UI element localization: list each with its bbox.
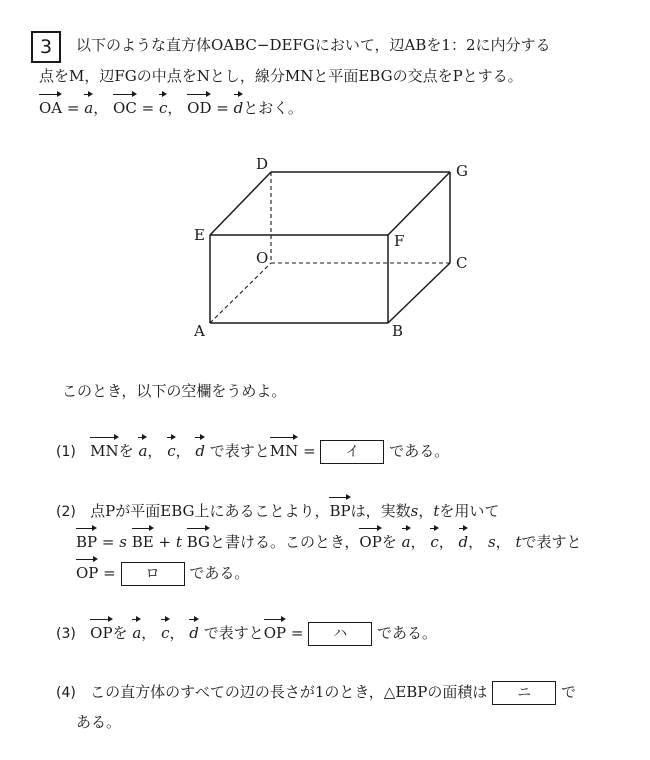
vector-OD: OD [187,99,212,117]
question-2-line-2: BP = s BE + t BGと書ける。このとき，OPを a， c， d， s， tで表すと [76,533,582,551]
vector-c: c [158,99,168,117]
blank-ro: ロ [121,562,185,586]
q1-vector-MN: MN [90,442,119,460]
vector-OC: OC [113,99,137,117]
label-G: G [456,162,468,180]
label-O: O [256,249,269,267]
blank-ni: ニ [492,681,556,705]
question-4-line-2: ある。 [76,713,122,731]
vector-d: d [233,99,244,117]
q4-number: (4) [56,685,76,701]
problem-number: 3 [39,36,53,58]
cuboid-figure [180,150,490,350]
label-D: D [256,155,269,173]
vector-a: a [84,99,94,117]
question-3: (3) OPを a， c， d で表すとOP = ハ である。 [56,622,437,646]
label-C: C [456,254,468,272]
label-F: F [394,232,405,250]
q1-number: (1) [56,444,76,460]
intro-line-2: 点をM，辺FGの中点をNとし，線分MNと平面EBGの交点をPとする。 [39,67,523,85]
blank-i: イ [320,440,384,464]
q2-number: (2) [56,504,76,520]
vector-OA: OA [39,99,63,117]
label-A: A [194,322,205,340]
blank-ha: ハ [308,622,372,646]
label-E: E [194,226,205,244]
prompt-text: このとき，以下の空欄をうめよ。 [62,382,287,400]
edge-BC [388,263,450,323]
question-2-line-3: OP = ロ である。 [76,562,249,586]
label-B: B [392,322,404,340]
question-4-line-1: (4) この直方体のすべての辺の長さが1のとき，△EBPの面積は ニ で [56,681,576,705]
edge-ED [210,172,271,235]
problem-number-box [31,31,61,63]
edge-FG [388,172,450,235]
q3-number: (3) [56,626,76,642]
question-2-line-1: (2) 点Pが平面EBG上にあることより，BPは，実数s，tを用いて [56,502,500,520]
edge-AO-hidden [210,263,271,323]
intro-line-3: OA = a， OC = c， OD = dとおく。 [39,99,303,117]
question-1: (1) MNを a， c， d で表すとMN = イ である。 [56,440,449,464]
intro-line-1: 以下のような直方体OABC−DEFGにおいて，辺ABを1：2に内分する [76,36,551,54]
